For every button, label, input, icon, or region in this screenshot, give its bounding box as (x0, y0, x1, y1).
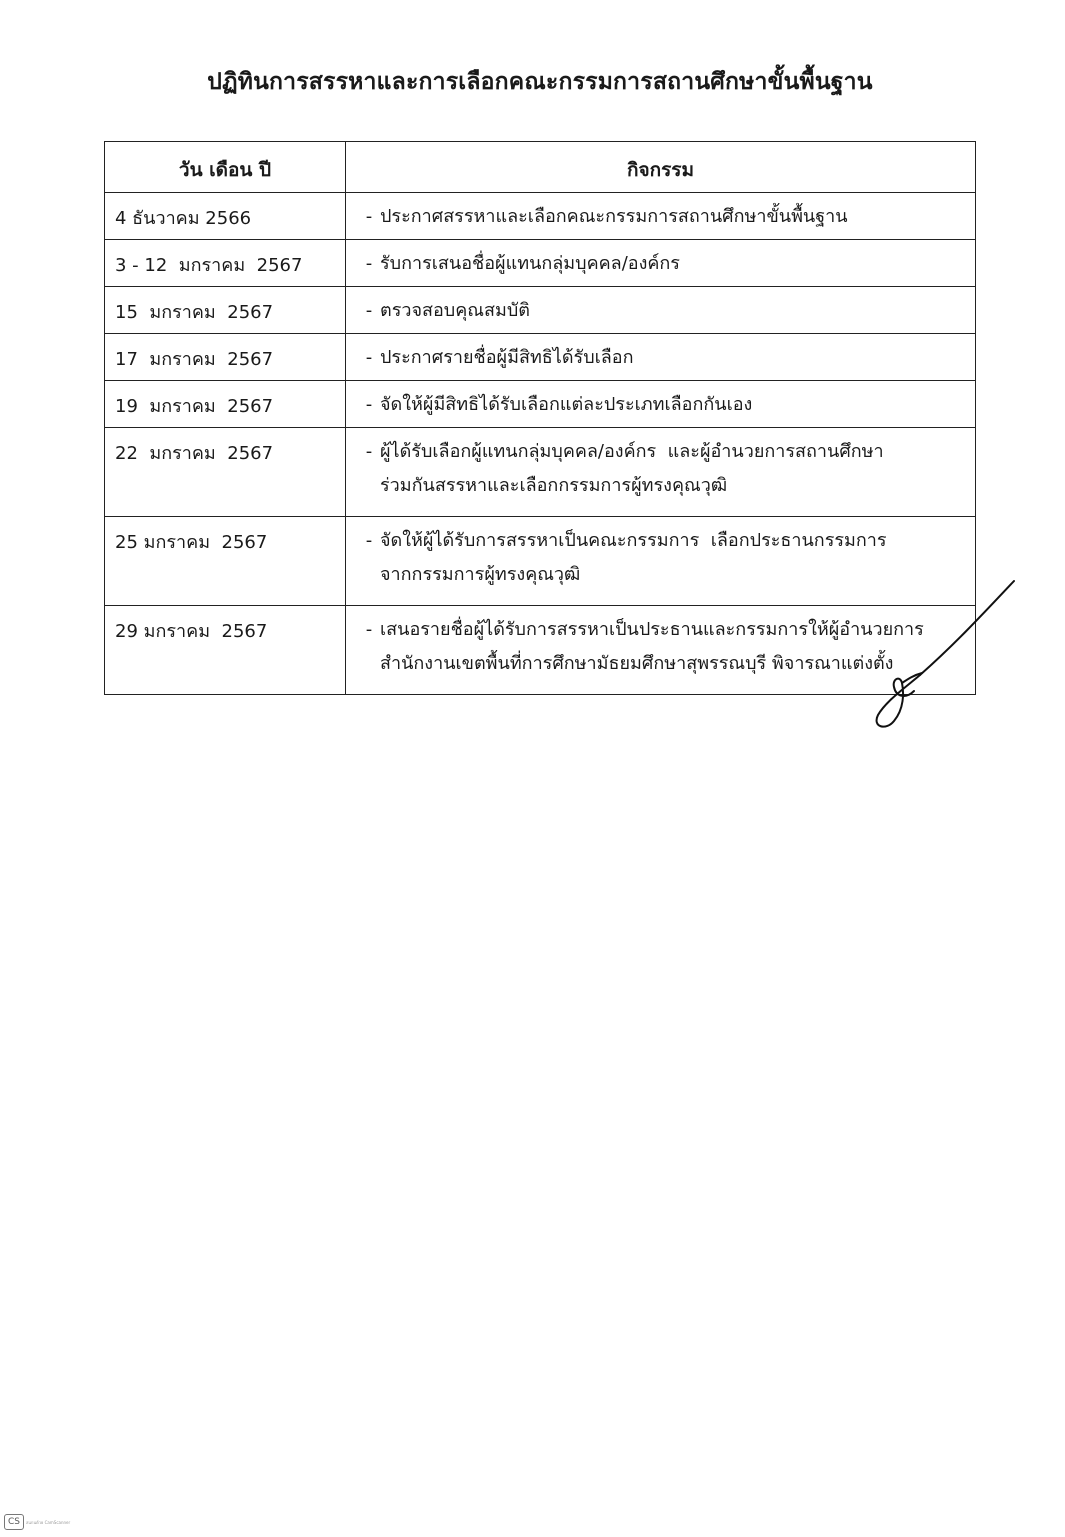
activity-cell: - ผู้ได้รับเลือกผู้แทนกลุ่มบุคคล/องค์กร และผู้อำนวยการสถานศึกษา ร่วมกันสรรหาและเลือกกรรมการผู้ทรงคุณวุฒิ (346, 428, 976, 517)
activity-cell: - ตรวจสอบคุณสมบัติ (346, 287, 976, 334)
page-title: ปฏิทินการสรรหาและการเลือกคณะกรรมการสถานศึกษาขั้นพื้นฐาน (207, 69, 873, 95)
activity-text: สำนักงานเขตพื้นที่การศึกษามัธยมศึกษาสุพรรณบุรี พิจารณาแต่งตั้ง (380, 653, 894, 674)
activity-text: ประกาศสรรหาและเลือกคณะกรรมการสถานศึกษาขั้นพื้นฐาน (380, 206, 848, 227)
table-row (105, 381, 976, 428)
date-cell: 25 มกราคม 2567 (105, 517, 346, 606)
handwritten-signature (862, 575, 1022, 735)
date-column-header: วัน เดือน ปี (105, 142, 346, 193)
activity-text: จัดให้ผู้มีสิทธิได้รับเลือกแต่ละประเภทเลือกกันเอง (380, 394, 753, 415)
date-cell: 4 ธันวาคม 2566 (105, 193, 346, 240)
schedule-table (104, 141, 976, 695)
activity-cell: - ประกาศรายชื่อผู้มีสิทธิได้รับเลือก (346, 334, 976, 381)
date-cell: 29 มกราคม 2567 (105, 606, 346, 695)
table-row (105, 193, 976, 240)
date-cell: 19 มกราคม 2567 (105, 381, 346, 428)
activity-text: ตรวจสอบคุณสมบัติ (380, 300, 530, 321)
scanner-caption: สแกนด้วย CamScanner (26, 1520, 71, 1525)
activity-text: จัดให้ผู้ได้รับการสรรหาเป็นคณะกรรมการ เลือกประธานกรรมการ (380, 530, 887, 551)
date-cell: 3 - 12 มกราคม 2567 (105, 240, 346, 287)
activity-text: เสนอรายชื่อผู้ได้รับการสรรหาเป็นประธานและกรรมการให้ผู้อำนวยการ (380, 619, 924, 640)
activity-column-header: กิจกรรม (346, 142, 976, 193)
activity-text: ประกาศรายชื่อผู้มีสิทธิได้รับเลือก (380, 347, 634, 368)
table-header-row (105, 142, 976, 193)
scanner-logo-icon: CS (4, 1514, 24, 1530)
activity-cell: - จัดให้ผู้มีสิทธิได้รับเลือกแต่ละประเภทเลือกกันเอง (346, 381, 976, 428)
activity-text: รับการเสนอชื่อผู้แทนกลุ่มบุคคล/องค์กร (380, 253, 680, 274)
table-row (105, 428, 976, 517)
activity-cell: - รับการเสนอชื่อผู้แทนกลุ่มบุคคล/องค์กร (346, 240, 976, 287)
table-row (105, 517, 976, 606)
activity-cell: - ประกาศสรรหาและเลือกคณะกรรมการสถานศึกษาขั้นพื้นฐาน (346, 193, 976, 240)
table-row (105, 287, 976, 334)
date-cell: 17 มกราคม 2567 (105, 334, 346, 381)
activity-text: ผู้ได้รับเลือกผู้แทนกลุ่มบุคคล/องค์กร และผู้อำนวยการสถานศึกษา (380, 441, 884, 462)
date-cell: 22 มกราคม 2567 (105, 428, 346, 517)
table-row (105, 240, 976, 287)
table-row (105, 334, 976, 381)
date-cell: 15 มกราคม 2567 (105, 287, 346, 334)
activity-cell: - จัดให้ผู้ได้รับการสรรหาเป็นคณะกรรมการ เลือกประธานกรรมการ จากกรรมการผู้ทรงคุณวุฒิ (346, 517, 976, 606)
activity-text: ร่วมกันสรรหาและเลือกกรรมการผู้ทรงคุณวุฒิ (380, 475, 728, 496)
activity-text: จากกรรมการผู้ทรงคุณวุฒิ (380, 564, 581, 585)
activity-cell: - เสนอรายชื่อผู้ได้รับการสรรหาเป็นประธานและกรรมการให้ผู้อำนวยการ สำนักงานเขตพื้นที่การศึกษามัธยมศึกษาสุพรรณบุรี พิจารณาแต่งตั้ง (346, 606, 976, 695)
table-row (105, 606, 976, 695)
